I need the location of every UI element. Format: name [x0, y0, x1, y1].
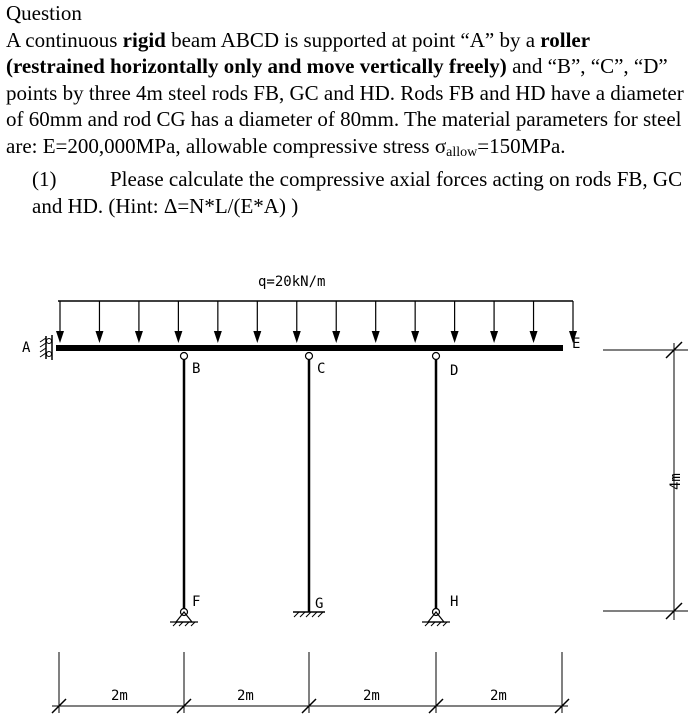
load-arrow-head	[451, 331, 459, 343]
label-f: F	[192, 594, 201, 610]
load-label: q=20kN/m	[258, 274, 326, 290]
height-label: 4m	[668, 473, 684, 490]
span-label-2: 2m	[237, 688, 254, 704]
span-label-4: 2m	[490, 688, 507, 704]
load-arrow-head	[135, 331, 143, 343]
load-arrow-head	[253, 331, 261, 343]
question-heading: Question	[6, 1, 82, 25]
load-arrow-head	[174, 331, 182, 343]
item-text: Please calculate the compressive axial forces acting on rods FB, GC and HD. (Hint: Δ=N*L/(E*A) )	[32, 167, 683, 218]
load-arrow-head	[293, 331, 301, 343]
label-h: H	[450, 594, 459, 610]
label-c: C	[317, 361, 326, 377]
load-arrow-head	[214, 331, 222, 343]
question-item	[6, 166, 690, 219]
load-arrow-head	[530, 331, 538, 343]
load-arrow-head	[56, 331, 64, 343]
rod-fb	[170, 353, 201, 627]
item-number: (1)	[32, 167, 57, 191]
load-arrows	[56, 301, 577, 343]
rod-gc	[293, 353, 325, 618]
load-arrow-head	[490, 331, 498, 343]
load-arrow-head	[332, 331, 340, 343]
rod-hd	[422, 353, 450, 627]
label-d: D	[450, 363, 459, 379]
label-e: E	[572, 336, 581, 352]
beam-diagram	[0, 258, 694, 715]
load-arrow-head	[95, 331, 103, 343]
label-b: B	[192, 361, 201, 377]
span-label-1: 2m	[111, 688, 128, 704]
label-g: G	[315, 596, 324, 612]
question-body: A continuous rigid beam ABCD is supported at point “A” by a roller (restrained horizontally only and move vertically freely) and “B”, “C”, “D” points by three 4m steel rods FB, GC and HD. Rods FB and HD have a diameter of 60mm and rod CG has a diameter of 80mm. The material parameters for steel are: E=200,000MPa, allowable compressive stress $\sigma_{allow}=150MPa$.	[6, 27, 684, 160]
roller-support-a	[40, 335, 52, 360]
load-arrow-head	[372, 331, 380, 343]
span-label-3: 2m	[363, 688, 380, 704]
load-arrow-head	[411, 331, 419, 343]
question-text	[6, 0, 690, 219]
label-a: A	[22, 340, 31, 356]
